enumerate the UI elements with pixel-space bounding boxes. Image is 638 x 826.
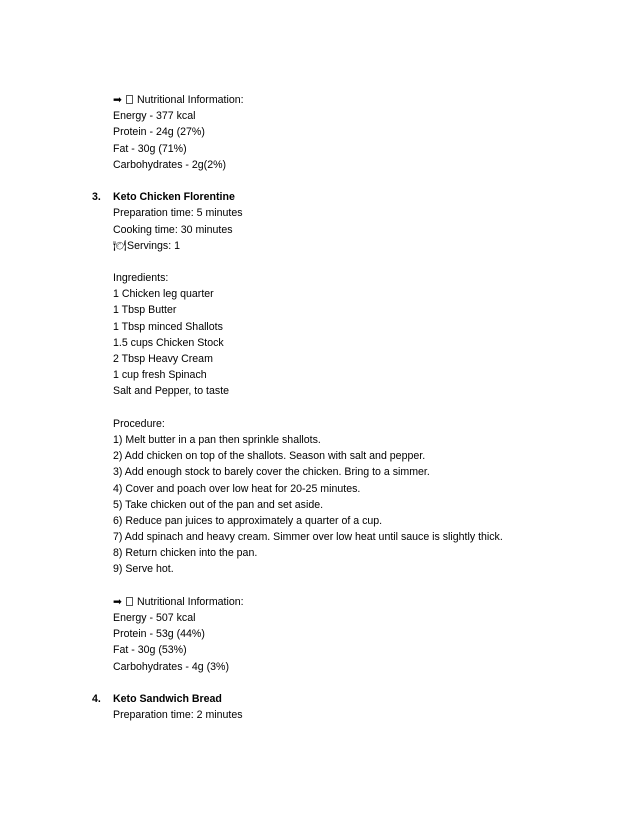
missing-glyph-icon (126, 95, 133, 104)
procedure-step: 9) Serve hot. (113, 563, 174, 576)
nutrition-heading-text: Nutritional Information: (137, 94, 244, 106)
nutrition-line: Carbohydrates - 4g (3%) (113, 660, 229, 673)
nutrition-heading (113, 92, 613, 108)
nutrition-line: Fat - 30g (53%) (113, 644, 187, 657)
nutrition-line: Protein - 53g (44%) (113, 628, 205, 641)
ingredients-heading: Ingredients: (113, 272, 169, 285)
plate-icon: 🍽 (113, 239, 127, 252)
recipe-number: 4. (92, 692, 101, 705)
ingredient-item: 1.5 cups Chicken Stock (113, 336, 224, 349)
nutrition-line: Protein - 24g (27%) (113, 126, 205, 139)
ingredient-item: Salt and Pepper, to taste (113, 385, 230, 398)
procedure-step: 5) Take chicken out of the pan and set aside. (113, 498, 324, 511)
arrow-icon: ➡ (113, 595, 122, 608)
nutrition-line: Energy - 377 kcal (113, 110, 196, 123)
ingredient-item: 1 Tbsp Butter (113, 304, 177, 317)
recipe-title: Keto Chicken Florentine (113, 191, 235, 204)
nutrition-line: Energy - 507 kcal (113, 612, 196, 624)
nutrition-heading (113, 594, 613, 610)
procedure-step: 2) Add chicken on top of the shallots. Season with salt and pepper. (113, 450, 426, 463)
recipe-title-row (92, 189, 613, 205)
arrow-icon: ➡ (113, 94, 122, 106)
nutrition-heading-text: Nutritional Information: (137, 595, 244, 608)
ingredient-item: 1 Tbsp minced Shallots (113, 320, 223, 333)
recipe-number: 3. (92, 191, 101, 204)
ingredient-item: 2 Tbsp Heavy Cream (113, 353, 213, 365)
recipe-title-row (92, 691, 613, 707)
ingredient-item: 1 cup fresh Spinach (113, 369, 207, 382)
nutrition-line: Carbohydrates - 2g(2%) (113, 158, 227, 171)
document-body (92, 92, 613, 723)
recipe-title: Keto Sandwich Bread (113, 692, 222, 705)
procedure-step: 3) Add enough stock to barely cover the chicken. Bring to a simmer. (113, 466, 430, 479)
prep-time: Preparation time: 2 minutes (113, 709, 243, 722)
procedure-step: 7) Add spinach and heavy cream. Simmer over low heat until sauce is slightly thick. (113, 531, 503, 544)
servings-text: Servings: 1 (127, 239, 180, 252)
procedure-heading: Procedure: (113, 417, 165, 430)
servings (113, 238, 613, 254)
procedure-step: 1) Melt butter in a pan then sprinkle shallots. (113, 433, 321, 446)
ingredient-item: 1 Chicken leg quarter (113, 288, 214, 301)
prep-time: Preparation time: 5 minutes (113, 207, 243, 220)
nutrition-line: Fat - 30g (71%) (113, 142, 187, 155)
missing-glyph-icon (126, 597, 133, 606)
procedure-step: 8) Return chicken into the pan. (113, 547, 258, 560)
procedure-step: 4) Cover and poach over low heat for 20-25 minutes. (113, 482, 361, 495)
procedure-step: 6) Reduce pan juices to approximately a quarter of a cup. (113, 514, 383, 527)
cook-time: Cooking time: 30 minutes (113, 223, 233, 236)
